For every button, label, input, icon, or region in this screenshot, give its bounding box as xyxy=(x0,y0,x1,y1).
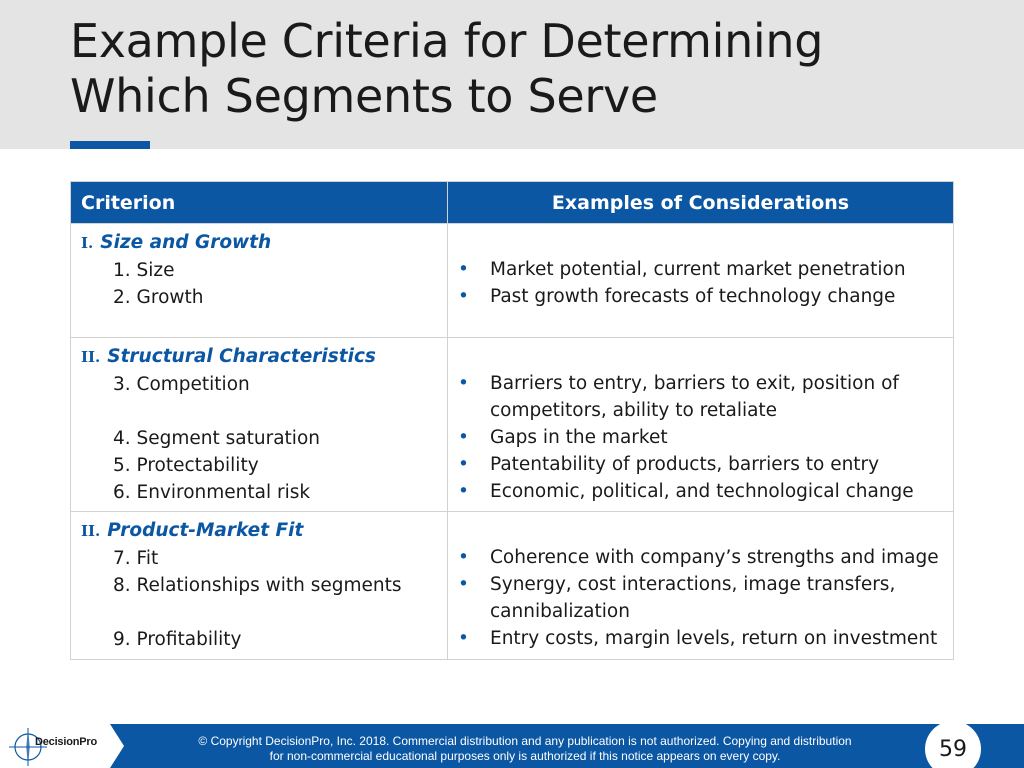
bullet-icon: • xyxy=(458,373,469,394)
logo-text: DecisionPro xyxy=(35,736,97,748)
group-heading xyxy=(81,229,437,257)
list-item xyxy=(458,571,943,625)
example-text: Barriers to entry, barriers to exit, position of competitors, ability to retaliate xyxy=(490,373,899,421)
example-text: Patentability of products, barriers to entry xyxy=(490,454,880,475)
list-item xyxy=(458,424,943,451)
copyright-line-2: for non-commercial educational purposes only is authorized if this notice appears on every copy. xyxy=(269,749,781,763)
criteria-table xyxy=(70,181,954,660)
group-heading xyxy=(81,343,437,371)
logo-chevron xyxy=(110,724,124,768)
criterion-item: 2. Growth xyxy=(113,287,204,308)
group-title: Structural Characteristics xyxy=(107,346,376,367)
examples-list xyxy=(458,256,943,310)
header-criterion: Criterion xyxy=(71,182,448,224)
example-text: Entry costs, margin levels, return on investment xyxy=(490,628,938,649)
table-row xyxy=(71,224,954,338)
example-text: Market potential, current market penetration xyxy=(490,259,906,280)
examples-list xyxy=(458,544,943,652)
list-item xyxy=(458,370,943,424)
title-accent-bar xyxy=(70,141,150,149)
example-text: Synergy, cost interactions, image transfers, cannibalization xyxy=(490,574,896,622)
example-text: Past growth forecasts of technology change xyxy=(490,286,896,307)
example-text: Coherence with company’s strengths and image xyxy=(490,547,939,568)
copyright-notice xyxy=(150,734,900,764)
criterion-item: 1. Size xyxy=(113,260,175,281)
list-item xyxy=(458,256,943,283)
group-heading xyxy=(81,517,437,545)
group-numeral: I. xyxy=(81,234,94,252)
examples-cell xyxy=(448,512,954,660)
criterion-cell xyxy=(71,224,448,338)
group-title: Product-Market Fit xyxy=(107,520,304,541)
list-item xyxy=(458,625,943,652)
list-item xyxy=(458,451,943,478)
example-text: Economic, political, and technological change xyxy=(490,481,914,502)
slide-title-line-2: Which Segments to Serve xyxy=(70,69,658,123)
criterion-item: 6. Environmental risk xyxy=(113,482,311,503)
criterion-item: 9. Profitability xyxy=(113,629,242,650)
table-row xyxy=(71,338,954,512)
criterion-item: 5. Protectability xyxy=(113,455,259,476)
header-examples: Examples of Considerations xyxy=(448,182,954,224)
group-numeral: II. xyxy=(81,522,101,540)
examples-cell xyxy=(448,338,954,512)
criterion-cell xyxy=(71,338,448,512)
slide-title-line-1: Example Criteria for Determining xyxy=(70,14,824,68)
table-row xyxy=(71,512,954,660)
criterion-item: 4. Segment saturation xyxy=(113,428,320,449)
criterion-item: 3. Competition xyxy=(113,374,250,395)
bullet-icon: • xyxy=(458,286,469,307)
bullet-icon: • xyxy=(458,547,469,568)
criterion-item: 7. Fit xyxy=(113,548,159,569)
bullet-icon: • xyxy=(458,574,469,595)
bullet-icon: • xyxy=(458,628,469,649)
bullet-icon: • xyxy=(458,427,469,448)
group-numeral: II. xyxy=(81,348,101,366)
bullet-icon: • xyxy=(458,481,469,502)
example-text: Gaps in the market xyxy=(490,427,668,448)
criterion-cell xyxy=(71,512,448,660)
group-title: Size and Growth xyxy=(100,232,272,253)
list-item xyxy=(458,478,943,505)
list-item xyxy=(458,544,943,571)
bullet-icon: • xyxy=(458,454,469,475)
copyright-line-1: © Copyright DecisionPro, Inc. 2018. Commercial distribution and any publication is not authorized. Copying and distribution xyxy=(198,734,852,748)
decisionpro-logo xyxy=(0,724,110,768)
criterion-item: 8. Relationships with segments xyxy=(113,575,402,596)
examples-cell xyxy=(448,224,954,338)
table-header-row xyxy=(71,182,954,224)
list-item xyxy=(458,283,943,310)
bullet-icon: • xyxy=(458,259,469,280)
slide-title xyxy=(70,14,990,124)
page-number: 59 xyxy=(939,737,967,762)
examples-list xyxy=(458,370,943,505)
